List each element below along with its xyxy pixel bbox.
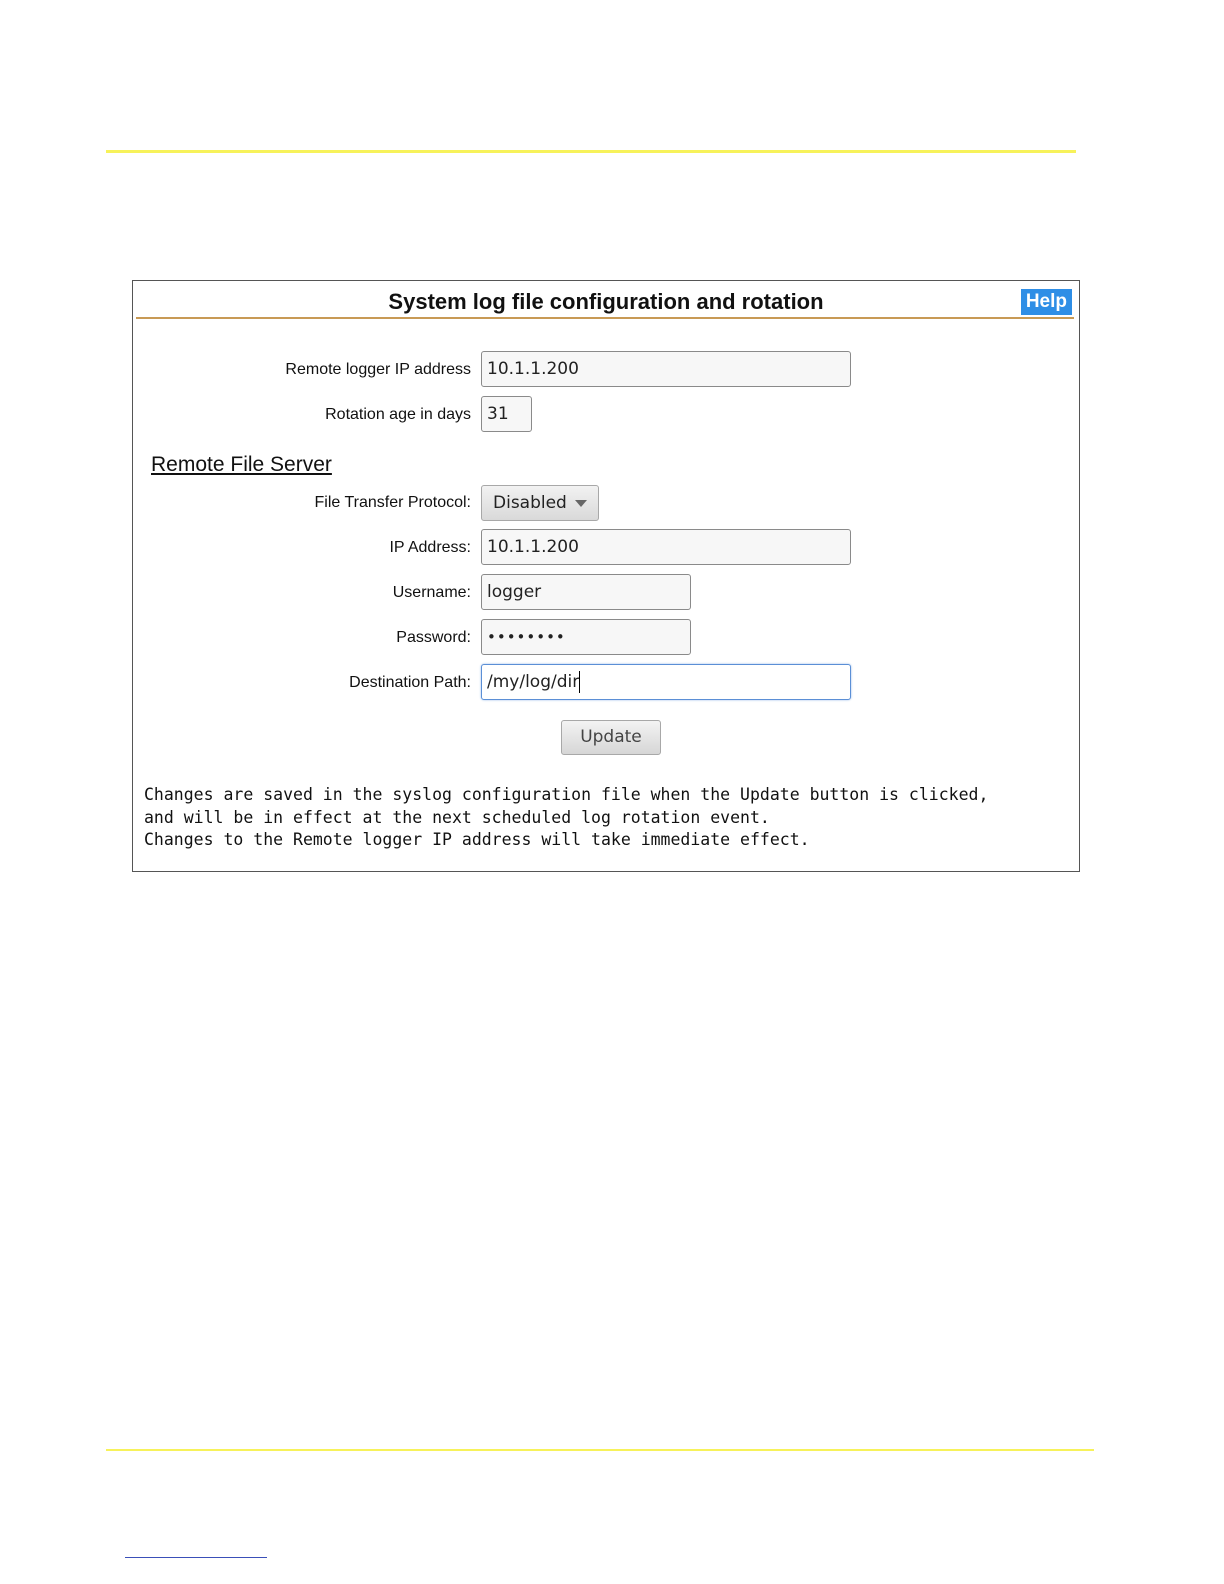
page-bottom-rule: [106, 1449, 1094, 1451]
file-transfer-protocol-select[interactable]: [481, 485, 599, 521]
notes-line-1: Changes are saved in the syslog configuration file when the Update button is clicked,: [144, 785, 989, 804]
remote-logger-ip-label: Remote logger IP address: [285, 361, 471, 378]
update-button[interactable]: Update: [561, 720, 661, 755]
username-input[interactable]: logger: [481, 574, 691, 610]
text-caret: [579, 671, 580, 693]
destination-path-value: /my/log/dir: [487, 672, 580, 692]
panel-title: System log file configuration and rotation: [388, 289, 824, 314]
rotation-age-input[interactable]: 31: [481, 396, 532, 432]
footer-link-underline[interactable]: [125, 1557, 267, 1558]
file-transfer-protocol-value: Disabled: [493, 493, 567, 513]
remote-file-server-heading: Remote File Server: [151, 453, 332, 476]
file-transfer-protocol-label: File Transfer Protocol:: [314, 494, 471, 511]
remote-logger-ip-input[interactable]: 10.1.1.200: [481, 351, 851, 387]
notes-line-3: Changes to the Remote logger IP address will take immediate effect.: [144, 830, 810, 849]
password-input[interactable]: ••••••••: [481, 619, 691, 655]
destination-path-input[interactable]: [481, 664, 851, 700]
help-button[interactable]: Help: [1021, 289, 1072, 315]
chevron-down-icon: [575, 500, 587, 507]
rotation-age-label: Rotation age in days: [325, 406, 471, 423]
page-top-rule: [106, 150, 1076, 153]
title-divider: [136, 317, 1074, 319]
notes-text: [144, 784, 988, 852]
syslog-config-panel: [132, 280, 1080, 872]
server-ip-input[interactable]: 10.1.1.200: [481, 529, 851, 565]
notes-line-2: and will be in effect at the next scheduled log rotation event.: [144, 807, 770, 827]
password-label: Password:: [396, 629, 471, 646]
username-label: Username:: [392, 584, 471, 601]
destination-path-label: Destination Path:: [349, 674, 471, 691]
server-ip-label: IP Address:: [389, 539, 471, 556]
